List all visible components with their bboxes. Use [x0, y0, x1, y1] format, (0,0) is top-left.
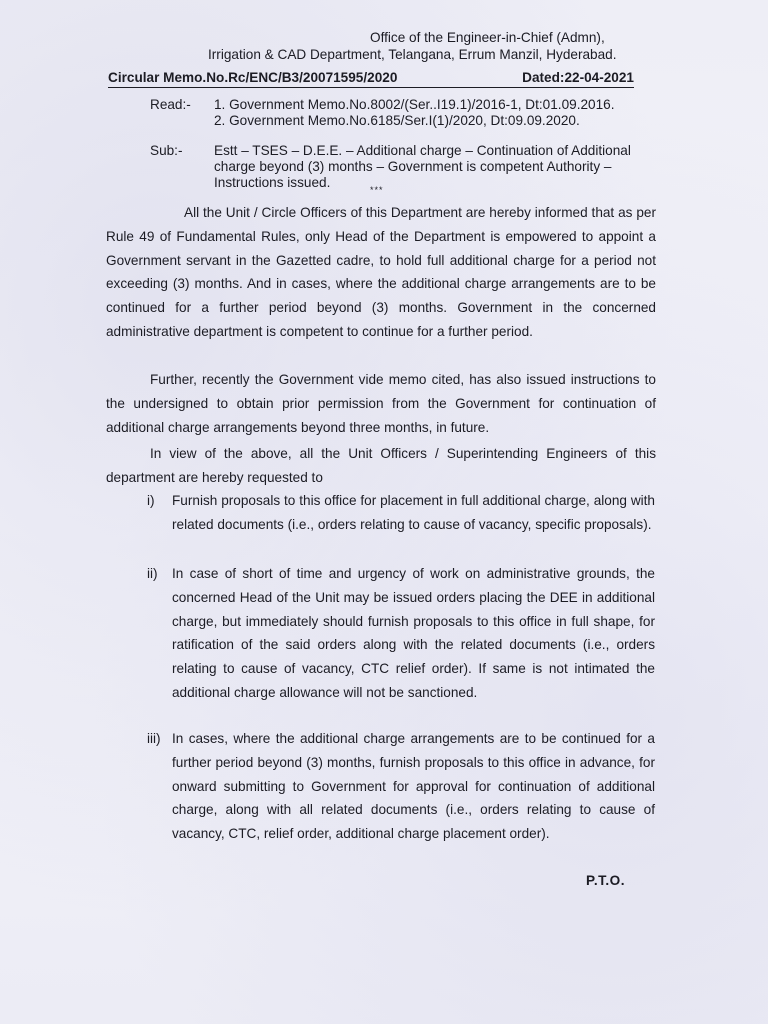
read-label: Read:- [150, 97, 191, 112]
pto-marker: P.T.O. [586, 873, 626, 888]
memo-number: Circular Memo.No.Rc/ENC/B3/20071595/2020 [108, 70, 398, 85]
read-reference-1: 1. Government Memo.No.8002/(Ser..I19.1)/2016-1, Dt:01.09.2016. [214, 97, 615, 112]
subject-text: Estt – TSES – D.E.E. – Additional charge – Continuation of Additional charge beyond (3) months – Government is competent Authority – Instructions issued. [214, 143, 631, 190]
list-item-number: iii) [147, 731, 161, 746]
list-item-text: Furnish proposals to this office for placement in full additional charge, along with related documents (i.e., orders relating to cause of vacancy, specific proposals). [172, 493, 655, 532]
office-title: Office of the Engineer-in-Chief (Admn), [370, 30, 605, 45]
separator-stars: *** [370, 185, 384, 195]
memo-date: Dated:22-04-2021 [522, 70, 634, 85]
list-item-number: ii) [147, 566, 158, 581]
memo-reference-row [108, 70, 634, 88]
list-item-number: i) [147, 493, 155, 508]
list-item-text: In cases, where the additional charge arrangements are to be continued for a further period beyond (3) months, furnish proposals to this office in advance, for onward submitting to Government for approval for continuation of additional charge, along with all related documents (i.e., orders relating to cause of vacancy, CTC, relief order, additional charge placement order). [172, 731, 655, 842]
subject-label: Sub:- [150, 143, 183, 158]
list-item-text: In case of short of time and urgency of work on administrative grounds, the concerned Head of the Unit may be issued orders placing the DEE in additional charge, but immediately should furnish proposals to this office in full shape, for ratification of the said orders along with the related documents (i.e., orders relating to cause of vacancy, CTC relief order). If same is not intimated the additional charge allowance will not be sanctioned. [172, 566, 655, 700]
body-paragraph-1: All the Unit / Circle Officers of this Department are hereby informed that as per Rule 49 of Fundamental Rules, only Head of the Department is empowered to appoint a Government servant in the Gazetted cadre, to hold full additional charge for a period not exceeding (3) months. And in cases, where the additional charge arrangements are to be continued for a further period beyond (3) months. Government in the concerned administrative department is competent to continue for a further period. [106, 205, 656, 339]
body-paragraph-2: Further, recently the Government vide memo cited, has also issued instructions to the undersigned to obtain prior permission from the Government for continuation of additional charge arrangements beyond three months, in future. [106, 372, 656, 435]
body-paragraph-3: In view of the above, all the Unit Officers / Superintending Engineers of this department are hereby requested to [106, 446, 656, 485]
read-reference-2: 2. Government Memo.No.6185/Ser.I(1)/2020, Dt:09.09.2020. [214, 113, 580, 128]
office-address: Irrigation & CAD Department, Telangana, Errum Manzil, Hyderabad. [208, 47, 617, 62]
